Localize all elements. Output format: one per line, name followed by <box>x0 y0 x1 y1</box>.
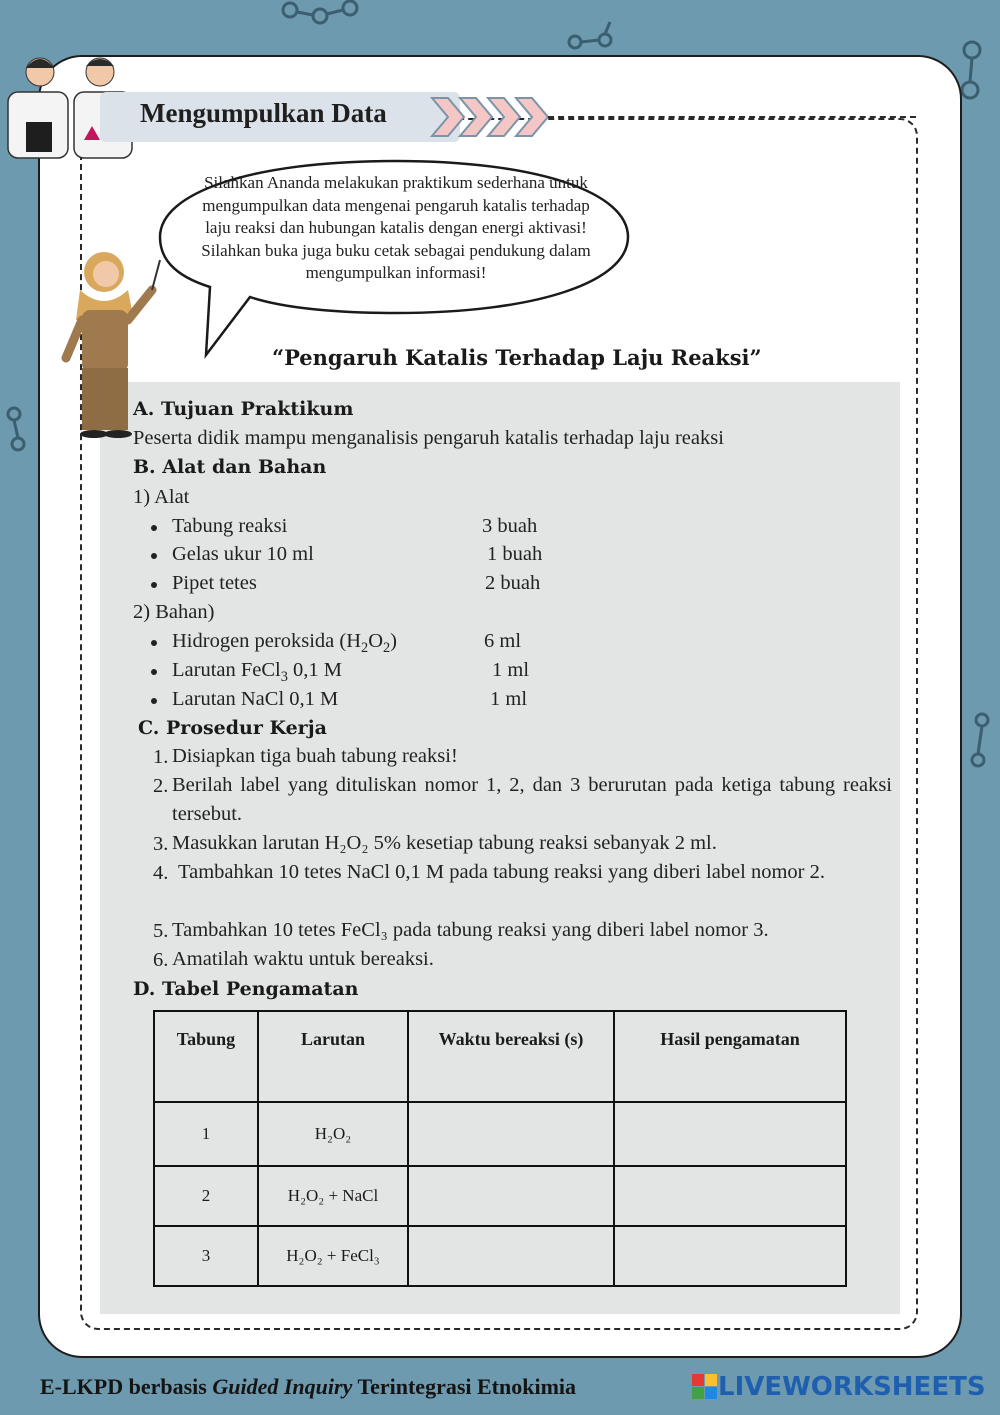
alat-qty: 3 buah <box>482 515 538 537</box>
footer-text: E-LKPD berbasis Guided Inquiry Terintegrasi Etnokimia <box>40 1374 577 1399</box>
bahan-qty: 1 ml <box>492 659 530 681</box>
procedure-step: Disiapkan tiga buah tabung reaksi! <box>172 745 458 767</box>
cell-larutan: H₂O₂ <box>258 1102 408 1166</box>
cell-larutan: H₂O₂ + FeCl₃ <box>258 1226 408 1286</box>
table-row <box>154 1102 846 1166</box>
column-header: Hasil pengamatan <box>614 1011 846 1102</box>
section-d-heading: D. Tabel Pengamatan <box>133 978 359 1000</box>
cell-tabung: 1 <box>154 1102 258 1166</box>
procedure-step: Tambahkan 10 tetes NaCl 0,1 M pada tabung reaksi yang diberi label nomor 2. <box>178 861 825 883</box>
molecule-decoration <box>962 700 1000 790</box>
speech-text: Silahkan Ananda melakukan praktikum sederhana untuk mengumpulkan data mengenai pengaruh katalis terhadap laju reaksi dan hubungan katalis dengan energi aktivasi! Silahkan buka juga buku cetak sebagai pendukung dalam mengumpulkan informasi! <box>201 173 591 282</box>
column-header: Waktu bereaksi (s) <box>408 1011 614 1102</box>
cell-waktu-input[interactable] <box>408 1102 614 1166</box>
table-row <box>154 1226 846 1286</box>
bahan-label: 2) Bahan) <box>133 601 215 623</box>
alat-qty: 1 buah <box>487 543 543 565</box>
liveworksheets-logo-icon <box>692 1374 718 1400</box>
table-row <box>154 1166 846 1226</box>
header-dashed-line <box>548 116 916 118</box>
bahan-item: Larutan NaCl 0,1 M <box>172 688 339 710</box>
worksheet-title: “Pengaruh Katalis Terhadap Laju Reaksi” <box>272 345 762 370</box>
cell-hasil-input[interactable] <box>614 1102 846 1166</box>
molecule-decoration <box>270 0 360 30</box>
cell-hasil-input[interactable] <box>614 1226 846 1286</box>
bahan-qty: 1 ml <box>490 688 528 710</box>
column-header: Tabung <box>154 1011 258 1102</box>
section-b-heading: B. Alat dan Bahan <box>133 456 327 478</box>
cell-tabung: 3 <box>154 1226 258 1286</box>
procedure-step: Masukkan larutan H₂O₂ 5% kesetiap tabung reaksi sebanyak 2 ml. <box>172 832 717 854</box>
bahan-item: Hidrogen peroksida $(H_2O_2)$ <box>172 630 397 657</box>
molecule-decoration <box>0 400 40 460</box>
observation-table <box>153 1010 847 1287</box>
step-number: 2. <box>153 775 169 797</box>
bahan-item: Larutan FeCl$_3$ 0,1 M <box>172 659 343 686</box>
cell-waktu-input[interactable] <box>408 1166 614 1226</box>
page-title: Mengumpulkan Data <box>140 98 387 128</box>
step-number: 1. <box>153 746 169 768</box>
section-c-heading: C. Prosedur Kerja <box>138 717 327 739</box>
section-a-heading: A. Tujuan Praktikum <box>133 398 354 420</box>
step-number: 4. <box>153 862 169 884</box>
section-a-text: Peserta didik mampu menganalisis pengaruh katalis terhadap laju reaksi <box>133 427 724 449</box>
column-header: Larutan <box>258 1011 408 1102</box>
bahan-qty: 6 ml <box>484 630 522 652</box>
liveworksheets-brand: LIVEWORKSHEETS <box>718 1372 986 1402</box>
cell-larutan: H₂O₂ + NaCl <box>258 1166 408 1226</box>
procedure-step: Tambahkan 10 tetes FeCl₃ pada tabung reaksi yang diberi label nomor 3. <box>172 919 769 941</box>
procedure-step: Berilah label yang dituliskan nomor 1, 2, dan 3 berurutan pada ketiga tabung reaksi tersebut. <box>172 774 892 825</box>
cell-hasil-input[interactable] <box>614 1166 846 1226</box>
cell-tabung: 2 <box>154 1166 258 1226</box>
step-number: 3. <box>153 833 169 855</box>
chevrons-icon <box>430 96 550 138</box>
liveworksheets-logo[interactable] <box>692 1372 986 1402</box>
cell-waktu-input[interactable] <box>408 1226 614 1286</box>
molecule-decoration <box>560 20 630 60</box>
alat-item: Tabung reaksi <box>172 515 288 537</box>
alat-item: Gelas ukur 10 ml <box>172 543 314 565</box>
procedure-step: Amatilah waktu untuk bereaksi. <box>172 948 434 970</box>
alat-qty: 2 buah <box>485 572 541 594</box>
alat-label: 1) Alat <box>133 486 190 508</box>
step-number: 5. <box>153 920 169 942</box>
alat-item: Pipet tetes <box>172 572 257 594</box>
table-header-row <box>154 1011 846 1102</box>
step-number: 6. <box>153 949 169 971</box>
